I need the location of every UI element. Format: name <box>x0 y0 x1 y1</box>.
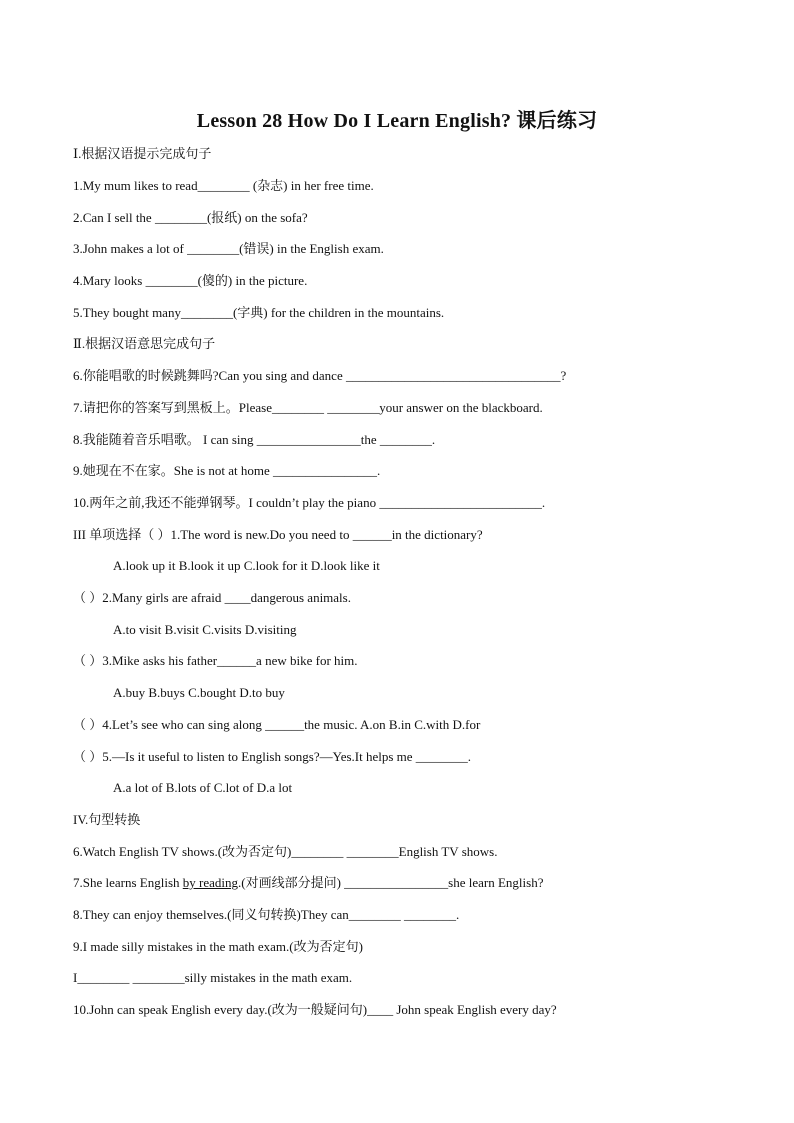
exercise-line: 9.她现在不在家。She is not at home ________________. <box>73 463 381 478</box>
exercise-line: III 单项选择（ ）1.The word is new.Do you need to ______in the dictionary? <box>73 527 483 542</box>
exercise-line: 6.你能唱歌的时候跳舞吗?Can you sing and dance _________________________________? <box>73 368 567 383</box>
exercise-line: （ ）4.Let’s see who can sing along ______the music. A.on B.in C.with D.for <box>73 717 481 732</box>
exercise-line: 9.I made silly mistakes in the math exam.(改为否定句) <box>73 939 363 954</box>
exercise-line: 2.Can I sell the ________(报纸) on the sofa? <box>73 210 308 225</box>
exercise-line: A.buy B.buys C.bought D.to buy <box>113 685 285 700</box>
line-text-after: .(对画线部分提问) ________________she learn English? <box>238 875 544 890</box>
exercise-line: Ⅱ.根据汉语意思完成句子 <box>73 336 216 351</box>
page-title: Lesson 28 How Do I Learn English? 课后练习 <box>196 110 598 132</box>
underlined-phrase: by reading <box>182 875 238 890</box>
exercise-line: A.a lot of B.lots of C.lot of D.a lot <box>113 780 293 795</box>
exercise-line: IV.句型转换 <box>73 812 141 827</box>
exercise-line: 10.John can speak English every day.(改为一般疑问句)____ John speak English every day? <box>73 1002 557 1017</box>
exercise-line: 8.我能随着音乐唱歌。 I can sing ________________the ________. <box>73 432 436 447</box>
exercise-line: A.look up it B.look it up C.look for it D.look like it <box>113 558 380 573</box>
exercise-line: 1.My mum likes to read________ (杂志) in her free time. <box>73 178 374 193</box>
exercise-line: 3.John makes a lot of ________(错误) in the English exam. <box>73 241 384 256</box>
exercise-line: 6.Watch English TV shows.(改为否定句)________ ________English TV shows. <box>73 844 498 859</box>
exercise-line: （ ）3.Mike asks his father______a new bike for him. <box>73 653 358 668</box>
exercise-line: I________ ________silly mistakes in the math exam. <box>73 970 353 985</box>
exercise-line: 5.They bought many________(字典) for the children in the mountains. <box>73 305 445 320</box>
exercise-line: 10.两年之前,我还不能弹钢琴。I couldn’t play the piano _________________________. <box>73 495 546 510</box>
exercise-line: （ ）2.Many girls are afraid ____dangerous animals. <box>73 590 351 605</box>
exercise-line <box>73 875 543 891</box>
line-text-before: 7.She learns English <box>73 875 183 890</box>
exercise-line: A.to visit B.visit C.visits D.visiting <box>113 622 297 637</box>
exercise-line: Ⅰ.根据汉语提示完成句子 <box>73 146 212 161</box>
exercise-line: 4.Mary looks ________(傻的) in the picture. <box>73 273 308 288</box>
exercise-line: 7.请把你的答案写到黑板上。Please________ ________your answer on the blackboard. <box>73 400 543 415</box>
exercise-line: 8.They can enjoy themselves.(同义句转换)They can________ ________. <box>73 907 460 922</box>
exercise-line: （ ）5.—Is it useful to listen to English songs?—Yes.It helps me ________. <box>73 749 472 764</box>
